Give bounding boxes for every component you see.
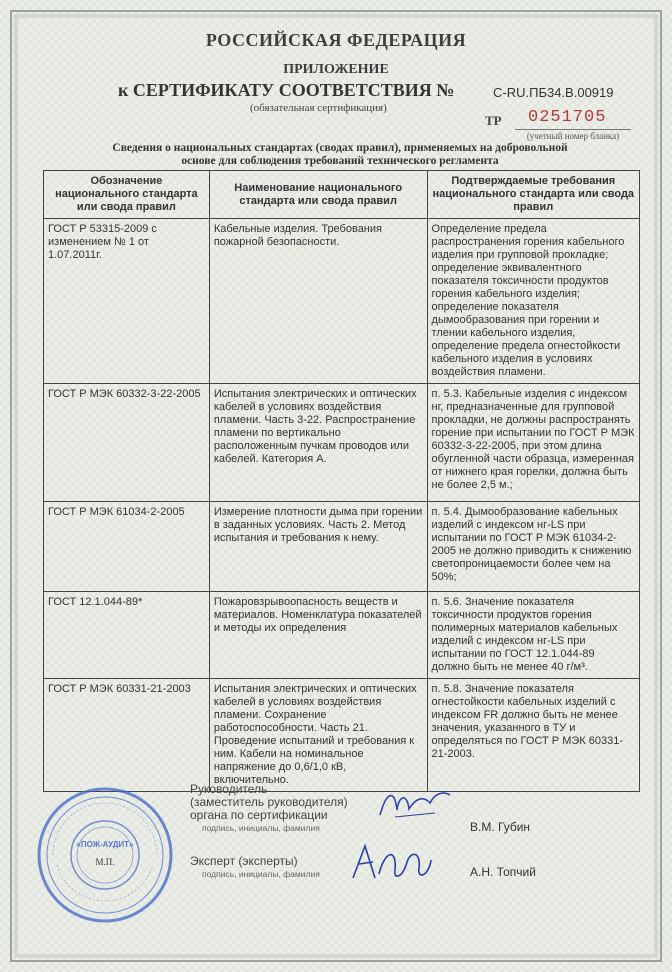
cell-name: Кабельные изделия. Требования пожарной безопасности. [209,219,427,384]
blank-number: 0251705 [528,108,607,127]
cell-code: ГОСТ Р МЭК 60332-3-22-2005 [44,384,210,502]
expert-name: А.Н. Топчий [470,865,536,879]
expert-signature-block [190,855,320,881]
stamp-center-text: «ПОЖ-АУДИТ» [76,840,134,849]
cell-name: Измерение плотности дыма при горении в заданных условиях. Часть 2. Метод испытания и требования к нему. [209,502,427,592]
cell-code: ГОСТ Р МЭК 61034-2-2005 [44,502,210,592]
cell-name: Испытания электрических и оптических кабелей в условиях воздействия пламени. Часть 3-22. Распространение пламени по вертикально расположенным пучкам проводов или кабелей. Категория А. [209,384,427,502]
col-header-code: Обозначение национального стандарта или свода правил [44,171,210,219]
cell-code: ГОСТ Р 53315-2009 с изменением № 1 от 1.07.2011г. [44,219,210,384]
table-row [44,384,640,502]
cell-name: Испытания электрических и оптических кабелей в условиях воздействия пламени. Сохранение работоспособности. Часть 21. Проведение испытаний и требования к ним. Кабели на номинальное напряжение до 0,6/1,0 кВ, включительно. [209,679,427,792]
table-header-row [44,171,640,219]
certificate-subtitle: (обязательная сертификация) [250,102,387,114]
blank-number-caption: (учетный номер бланка) [515,129,631,141]
cell-requirements: п. 5.3. Кабельные изделия с индексом нг, предназначенные для групповой прокладки, не должны распространять горение при испытании по ГОСТ Р МЭК 60332-3-22-2005, при этом длина обугленной части образца, измеренная от нижнего края горелки, должна быть не более 2,5 м.; [427,384,639,502]
country-title: РОССИЙСКАЯ ФЕДЕРАЦИЯ [205,30,467,50]
certificate-title: к СЕРТИФИКАТУ СООТВЕТСТВИЯ № [118,80,455,100]
appendix-label: ПРИЛОЖЕНИЕ [283,62,389,77]
table-row [44,502,640,592]
standards-table [43,170,640,792]
head-caption: подпись, инициалы, фамилия [202,823,320,833]
cell-requirements: п. 5.8. Значение показателя огнестойкости кабельных изделий с индексом FR должно быть не менее значения, указанного в ТУ и определяться по ГОСТ Р МЭК 60331-21-2003. [427,679,639,792]
expert-caption: подпись, инициалы, фамилия [202,869,320,879]
cell-name: Пожаровзрывоопасность веществ и материалов. Номенклатура показателей и методы их определения [209,592,427,679]
mp-label: М.П. [95,857,115,867]
intro-text: Сведения о национальных стандартах (сводах правил), применяемых на добровольной основе для соблюдения требований технического регламента [112,142,568,167]
cell-code: ГОСТ Р МЭК 60331-21-2003 [44,679,210,792]
head-line2: (заместитель руководителя) [190,795,348,809]
col-header-requirements: Подтверждаемые требования национального стандарта или свода правил [427,171,639,219]
expert-line: Эксперт (эксперты) [190,854,298,868]
cell-requirements: п. 5.4. Дымообразование кабельных изделий с индексом нг-LS при испытании по ГОСТ Р МЭК 61034-2-2005 не должно приводить к снижению светопроницаемости более чем на 50%; [427,502,639,592]
head-line3: органа по сертификации [190,808,328,822]
expert-signature [345,840,435,885]
cell-requirements: Определение предела распространения горения кабельного изделия при групповой прокладке; определение эквивалентного показателя токсичности продуктов горения кабельного изделия; определение показателя дымообразования при горении и тлении кабельного изделия, определение предела огнестойкости кабельного изделия в условиях воздействия пламени. [427,219,639,384]
table-row [44,592,640,679]
head-line1: Руководитель [190,782,268,796]
table-row [44,679,640,792]
head-name: В.М. Губин [470,820,531,834]
certificate-number: С-RU.ПБ34.В.00919 [493,85,614,100]
table-row [44,219,640,384]
certification-stamp [35,785,175,925]
head-signature [375,785,455,825]
head-signature-block [190,783,348,835]
col-header-name: Наименование национального стандарта или свода правил [209,171,427,219]
cell-requirements: п. 5.6. Значение показателя токсичности продуктов горения полимерных материалов кабельных изделий с индексом нг-LS при испытании по ГОСТ 12.1.044-89 должно быть не менее 40 г/м³. [427,592,639,679]
tr-label: ТР [485,113,502,128]
cell-code: ГОСТ 12.1.044-89* [44,592,210,679]
